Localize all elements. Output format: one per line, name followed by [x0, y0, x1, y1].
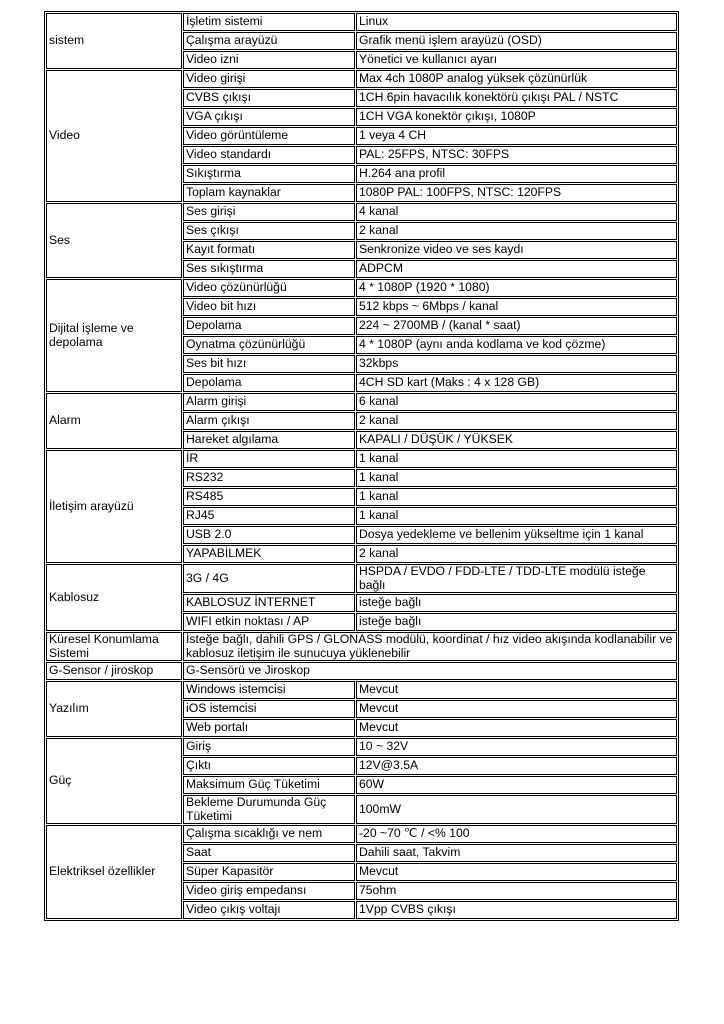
value-cell: Linux — [356, 13, 677, 31]
category-cell: Video — [46, 70, 182, 202]
item-cell: Windows istemcisi — [183, 681, 355, 699]
value-cell: 1 kanal — [356, 450, 677, 468]
item-cell: Oynatma çözünürlüğü — [183, 336, 355, 354]
item-cell: Depolama — [183, 374, 355, 392]
table-row — [46, 662, 677, 680]
value-cell: İsteğe bağlı, dahili GPS / GLONASS modülü, koordinat / hız video akışında kodlanabilir ve kablosuz iletişim ile sunucuya yüklenebilir — [183, 632, 677, 661]
value-cell: 10 ~ 32V — [356, 738, 677, 756]
category-cell: İletişim arayüzü — [46, 450, 182, 563]
item-cell: İR — [183, 450, 355, 468]
item-cell: RJ45 — [183, 507, 355, 525]
value-cell: -20 ~70 ℃ / <% 100 — [356, 825, 677, 843]
item-cell: Çalışma sıcaklığı ve nem — [183, 825, 355, 843]
category-cell: Yazılım — [46, 681, 182, 737]
item-cell: Maksimum Güç Tüketimi — [183, 776, 355, 794]
table-row — [46, 203, 677, 221]
value-cell: 4 * 1080P (aynı anda kodlama ve kod çözme) — [356, 336, 677, 354]
item-cell: Çalışma arayüzü — [183, 32, 355, 50]
table-row — [46, 632, 677, 661]
item-cell: RS485 — [183, 488, 355, 506]
value-cell: isteğe bağlı — [356, 594, 677, 612]
category-cell: G-Sensor / jiroskop — [46, 662, 182, 680]
item-cell: WIFI etkin noktası / AP — [183, 613, 355, 631]
value-cell: Senkronize video ve ses kaydı — [356, 241, 677, 259]
value-cell: 4CH SD kart (Maks : 4 x 128 GB) — [356, 374, 677, 392]
value-cell: Grafik menü işlem arayüzü (OSD) — [356, 32, 677, 50]
category-cell: Dijital işleme ve depolama — [46, 279, 182, 392]
value-cell: Yönetici ve kullanıcı ayarı — [356, 51, 677, 69]
table-row — [46, 450, 677, 468]
spec-table-body — [46, 13, 677, 919]
value-cell: PAL: 25FPS, NTSC: 30FPS — [356, 146, 677, 164]
item-cell: Kayıt formatı — [183, 241, 355, 259]
table-row — [46, 70, 677, 88]
item-cell: Saat — [183, 844, 355, 862]
item-cell: 3G / 4G — [183, 564, 355, 593]
category-cell: Kablosuz — [46, 564, 182, 631]
item-cell: Giriş — [183, 738, 355, 756]
item-cell: Ses bit hızı — [183, 355, 355, 373]
value-cell: 512 kbps ~ 6Mbps / kanal — [356, 298, 677, 316]
value-cell: 2 kanal — [356, 222, 677, 240]
item-cell: KABLOSUZ İNTERNET — [183, 594, 355, 612]
category-cell: Güç — [46, 738, 182, 824]
item-cell: Ses çıkışı — [183, 222, 355, 240]
item-cell: Web portalı — [183, 719, 355, 737]
table-row — [46, 681, 677, 699]
value-cell: 2 kanal — [356, 412, 677, 430]
value-cell: G-Sensörü ve Jiroskop — [183, 662, 677, 680]
item-cell: Video girişi — [183, 70, 355, 88]
item-cell: Video bit hızı — [183, 298, 355, 316]
item-cell: RS232 — [183, 469, 355, 487]
item-cell: CVBS çıkışı — [183, 89, 355, 107]
item-cell: Ses sıkıştırma — [183, 260, 355, 278]
table-row — [46, 279, 677, 297]
item-cell: Bekleme Durumunda Güç Tüketimi — [183, 795, 355, 824]
value-cell: Dahili saat, Takvim — [356, 844, 677, 862]
value-cell: 224 ~ 2700MB / (kanal * saat) — [356, 317, 677, 335]
value-cell: 1CH 6pin havacılık konektörü çıkışı PAL / NSTC — [356, 89, 677, 107]
value-cell: H.264 ana profil — [356, 165, 677, 183]
item-cell: Süper Kapasitör — [183, 863, 355, 881]
category-cell: Ses — [46, 203, 182, 278]
value-cell: Mevcut — [356, 700, 677, 718]
value-cell: 2 kanal — [356, 545, 677, 563]
table-row — [46, 13, 677, 31]
item-cell: iOS istemcisi — [183, 700, 355, 718]
value-cell: Mevcut — [356, 719, 677, 737]
item-cell: İşletim sistemi — [183, 13, 355, 31]
table-row — [46, 825, 677, 843]
table-row — [46, 738, 677, 756]
table-row — [46, 564, 677, 593]
value-cell: Mevcut — [356, 863, 677, 881]
value-cell: 12V@3.5A — [356, 757, 677, 775]
item-cell: Alarm girişi — [183, 393, 355, 411]
item-cell: YAPABİLMEK — [183, 545, 355, 563]
item-cell: Video çözünürlüğü — [183, 279, 355, 297]
item-cell: Sıkıştırma — [183, 165, 355, 183]
item-cell: Video standardı — [183, 146, 355, 164]
item-cell: Video görüntüleme — [183, 127, 355, 145]
value-cell: KAPALI / DÜŞÜK / YÜKSEK — [356, 431, 677, 449]
item-cell: Çıktı — [183, 757, 355, 775]
value-cell: 1080P PAL: 100FPS, NTSC: 120FPS — [356, 184, 677, 202]
value-cell: 1 kanal — [356, 469, 677, 487]
value-cell: isteğe bağlı — [356, 613, 677, 631]
item-cell: VGA çıkışı — [183, 108, 355, 126]
value-cell: 32kbps — [356, 355, 677, 373]
value-cell: HSPDA / EVDO / FDD-LTE / TDD-LTE modülü isteğe bağlı — [356, 564, 677, 593]
value-cell: 100mW — [356, 795, 677, 824]
value-cell: 1 veya 4 CH — [356, 127, 677, 145]
item-cell: Video giriş empedansı — [183, 882, 355, 900]
value-cell: 75ohm — [356, 882, 677, 900]
item-cell: Hareket algılama — [183, 431, 355, 449]
category-cell: Alarm — [46, 393, 182, 449]
value-cell: Max 4ch 1080P analog yüksek çözünürlük — [356, 70, 677, 88]
value-cell: 1CH VGA konektör çıkışı, 1080P — [356, 108, 677, 126]
table-row — [46, 393, 677, 411]
category-cell: sistem — [46, 13, 182, 69]
item-cell: USB 2.0 — [183, 526, 355, 544]
spec-table — [44, 11, 679, 921]
value-cell: Mevcut — [356, 681, 677, 699]
item-cell: Ses girişi — [183, 203, 355, 221]
item-cell: Toplam kaynaklar — [183, 184, 355, 202]
item-cell: Video izni — [183, 51, 355, 69]
item-cell: Video çıkış voltajı — [183, 901, 355, 919]
value-cell: 1 kanal — [356, 488, 677, 506]
value-cell: 6 kanal — [356, 393, 677, 411]
category-cell: Küresel Konumlama Sistemi — [46, 632, 182, 661]
value-cell: 4 kanal — [356, 203, 677, 221]
item-cell: Alarm çıkışı — [183, 412, 355, 430]
value-cell: ADPCM — [356, 260, 677, 278]
value-cell: Dosya yedekleme ve bellenim yükseltme için 1 kanal — [356, 526, 677, 544]
value-cell: 60W — [356, 776, 677, 794]
value-cell: 4 * 1080P (1920 * 1080) — [356, 279, 677, 297]
value-cell: 1Vpp CVBS çıkışı — [356, 901, 677, 919]
value-cell: 1 kanal — [356, 507, 677, 525]
category-cell: Elektriksel özellikler — [46, 825, 182, 919]
item-cell: Depolama — [183, 317, 355, 335]
